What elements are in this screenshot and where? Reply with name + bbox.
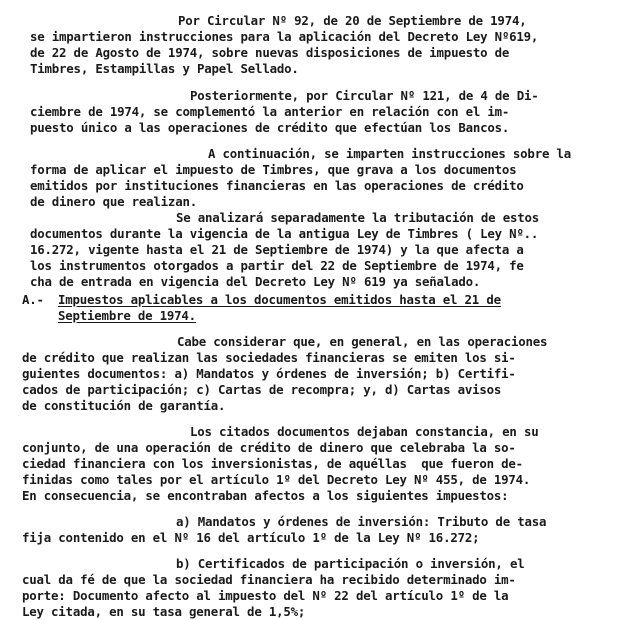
paragraph-3-line-2: forma de aplicar el impuesto de Timbres, que grava a los documentos bbox=[30, 162, 517, 177]
paragraph-4-line-1: Se analizará separadamente la tributación de estos bbox=[176, 210, 539, 225]
paragraph-7-line-2: fija contenido en el Nº 16 del artículo 1º de la Ley Nº 16.272; bbox=[22, 530, 480, 545]
paragraph-8-line-1: b) Certificados de participación o inversión, el bbox=[176, 556, 525, 571]
paragraph-6-line-5: En consecuencia, se encontraban afectos a los siguientes impuestos: bbox=[22, 488, 509, 503]
paragraph-5-line-5: de constitución de garantía. bbox=[22, 398, 226, 413]
section-a-heading-line-2: Septiembre de 1974. bbox=[58, 308, 196, 323]
paragraph-3-line-4: de dinero que realizan. bbox=[30, 194, 197, 209]
paragraph-4-line-2: documentos durante la vigencia de la antigua Ley de Timbres ( Ley Nº.. bbox=[30, 226, 539, 241]
paragraph-6-line-2: conjunto, de una operación de crédito de dinero que celebraba la so- bbox=[22, 440, 516, 455]
paragraph-3-line-3: emitidos por instituciones financieras en las operaciones de crédito bbox=[30, 178, 524, 193]
paragraph-5-line-3: guientes documentos: a) Mandatos y órdenes de inversión; b) Certifi- bbox=[22, 366, 516, 381]
paragraph-6-line-3: ciedad financiera con los inversionistas, de aquéllas que fueron de- bbox=[22, 456, 523, 471]
paragraph-6-line-1: Los citados documentos dejaban constancia, en su bbox=[190, 424, 539, 439]
paragraph-4-line-3: 16.272, vigente hasta el 21 de Septiembre de 1974) y la que afecta a bbox=[30, 242, 524, 257]
paragraph-3-line-1: A continuación, se imparten instrucciones sobre la bbox=[208, 146, 571, 161]
paragraph-1-line-3: de 22 de Agosto de 1974, sobre nuevas disposiciones de impuesto de bbox=[30, 45, 510, 60]
section-a-prefix: A.- bbox=[22, 292, 44, 307]
paragraph-5-line-2: de crédito que realizan las sociedades financieras se emiten los si- bbox=[22, 350, 516, 365]
paragraph-1-line-1: Por Circular Nº 92, de 20 de Septiembre de 1974, bbox=[178, 13, 527, 28]
paragraph-4-line-5: cha de entrada en vigencia del Decreto Ley Nº 619 ya señalado. bbox=[30, 274, 481, 289]
paragraph-2-line-1: Posteriormente, por Circular Nº 121, de 4 de Di- bbox=[190, 88, 539, 103]
paragraph-1-line-4: Timbres, Estampillas y Papel Sellado. bbox=[30, 61, 299, 76]
paragraph-5-line-1: Cabe considerar que, en general, en las operaciones bbox=[177, 334, 548, 349]
paragraph-6-line-4: finidas como tales por el artículo 1º del Decreto Ley Nº 455, de 1974. bbox=[22, 472, 531, 487]
paragraph-5-line-4: cados de participación; c) Cartas de recompra; y, d) Cartas avisos bbox=[22, 382, 502, 397]
paragraph-8-line-2: cual da fé de que la sociedad financiera ha recibido determinado im- bbox=[22, 572, 516, 587]
paragraph-8-line-3: porte: Documento afecto al impuesto del Nº 22 del artículo 1º de la bbox=[22, 588, 509, 603]
paragraph-7-line-1: a) Mandatos y órdenes de inversión: Tributo de tasa bbox=[176, 514, 547, 529]
paragraph-1-line-2: se impartieron instrucciones para la aplicación del Decreto Ley Nº619, bbox=[30, 29, 539, 44]
section-a-heading-line-1: Impuestos aplicables a los documentos emitidos hasta el 21 de bbox=[58, 292, 501, 307]
paragraph-2-line-3: puesto único a las operaciones de crédito que efectúan los Bancos. bbox=[30, 120, 510, 135]
paragraph-2-line-2: ciembre de 1974, se complementó la anterior en relación con el im- bbox=[30, 104, 510, 119]
paragraph-8-line-4: Ley citada, en su tasa general de 1,5%; bbox=[22, 604, 306, 619]
paragraph-4-line-4: los instrumentos otorgados a partir del 22 de Septiembre de 1974, fe bbox=[30, 258, 524, 273]
